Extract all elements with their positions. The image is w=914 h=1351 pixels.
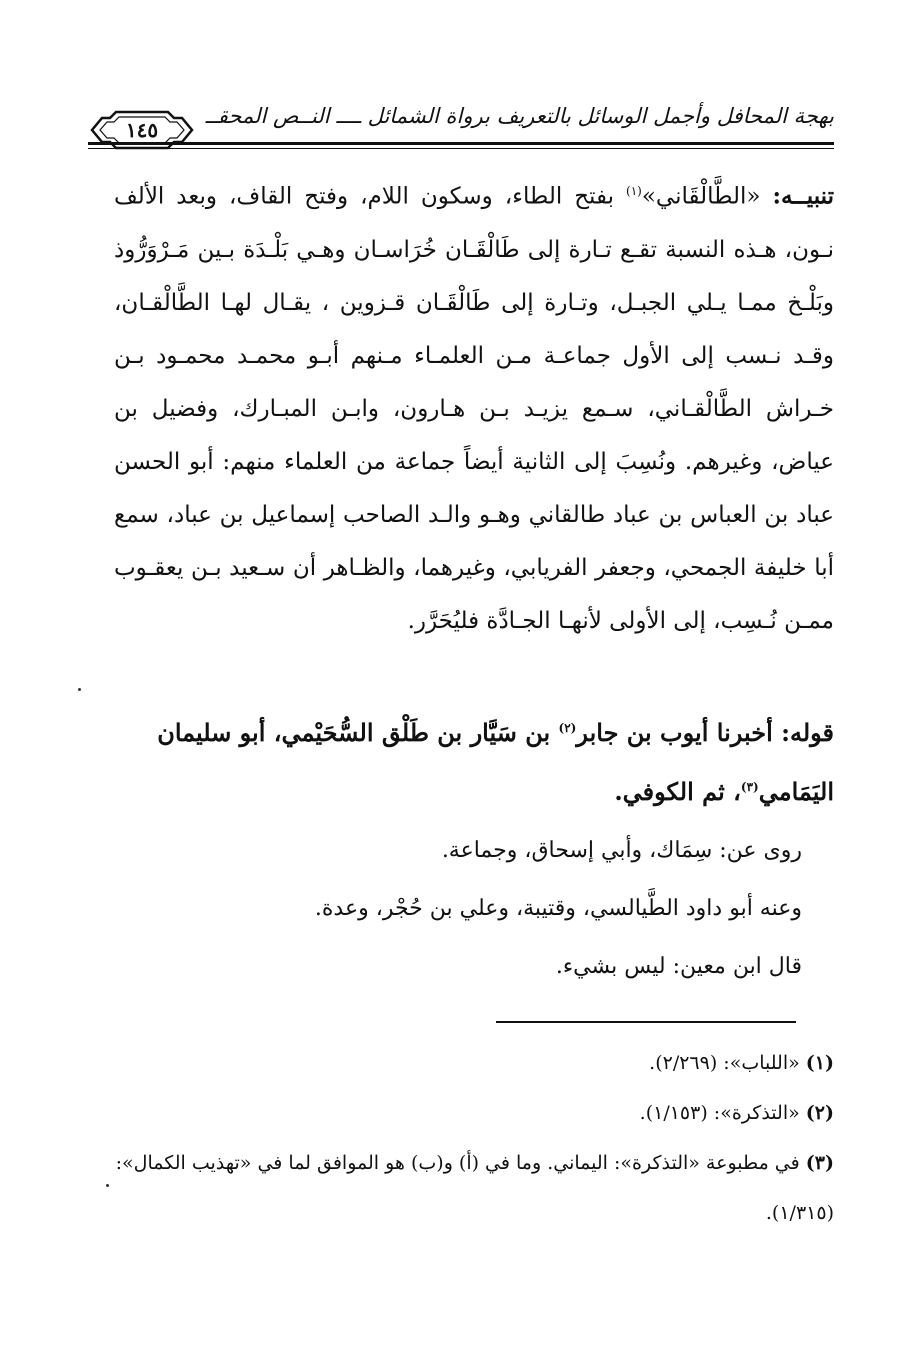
scan-speck (78, 688, 81, 691)
running-title: بهجة المحافل وأجمل الوسائل بالتعريف برواة الشمائل ــــ النــص المحقــ (205, 104, 834, 128)
footnote-ref-3: (٣) (740, 780, 759, 794)
heading-part-2: بن سَيَّار بن طَلْق السُّحَيْمي، أبو سليمان اليَمَامي (157, 718, 834, 806)
footnote-ref-2: (٢) (558, 721, 577, 735)
entry-ibn-main-verdict: قال ابن معين: ليس بشيء. (555, 954, 802, 979)
entry-narrated-from: روى عن: سِمَاك، وأبي إسحاق، وجماعة. (441, 838, 802, 863)
footnote-3 (94, 1138, 834, 1238)
tanbih-body: بفتح الطاء، وسكون اللام، وفتح القاف، وبعد الألف نـون، هـذه النسبة تقـع تـارة إلى طَالْقَـان خُرَاسـان وهـي بَلْـدَة بـين مَـرْوَرُّوذ وبَلْـخ ممـا يـلي الجبـل، وتـارة إلى طَالْقَـان قـزوين ، يقـال لهـا الطَّالْقـان، وقـد نـسب إلى الأول جماعـة مـن العلمـاء مـنهم أبـو محمـد محمـود بـن خـراش الطَّالْقـاني، سـمع يزيـد بـن هـارون، وابـن المبـارك، وفضيل بن عياض، وغيرهم. ونُسِبَ إلى الثانية أيضاً جماعة من العلماء منهم: أبو الحسن عباد بن العباس بن عباد طالقاني وهـو والـد الصاحب إسماعيل بن عباد، سمع أبا خليفة الجمحي، وجعفر الفريابي، وغيرهما، والظـاهر أن سـعيد بـن يعقـوب ممـن نُـسِب، إلى الأولى لأنهـا الجـادَّة فليُحَرَّر. (114, 183, 834, 634)
page-number: ١٤٥ (125, 118, 159, 142)
footnotes (94, 1038, 834, 1238)
narrator-entries (112, 822, 802, 996)
scan-speck (106, 1184, 109, 1187)
page-header (88, 104, 834, 148)
footnote-text: «التذكرة»: (١/١٥٣). (639, 1102, 800, 1124)
heading-part-1: قوله: أخبرنا أيوب بن جابر (576, 718, 834, 747)
tanbih-label: تنبيــه: (772, 182, 835, 210)
narrator-heading (114, 701, 834, 819)
footnote-text: «اللباب»: (٢/٢٦٩). (649, 1052, 800, 1074)
footnote-number: (٣) (805, 1152, 834, 1174)
footnote-1 (94, 1038, 834, 1088)
heading-part-3: ، ثم الكوفي. (614, 777, 741, 806)
footnote-ref-1: (١) (626, 184, 642, 198)
entry-narrated-by: وعنه أبو داود الطَّيالسي، وقتيبة، وعلي بن حُجْر، وعدة. (314, 896, 802, 921)
header-rule (88, 142, 834, 145)
footnote-2 (94, 1088, 834, 1138)
footnote-number: (٢) (805, 1102, 834, 1124)
footnote-number: (١) (805, 1052, 834, 1074)
tanbih-paragraph (114, 165, 834, 648)
tanbih-term: «الطَّالْقَاني» (641, 183, 761, 210)
footnote-text: في مطبوعة «التذكرة»: اليماني. وما في (أ) و(ب) هو الموافق لما في «تهذيب الكمال»: (١/٣١٥). (115, 1152, 834, 1224)
header-rule-thin (88, 148, 834, 149)
footnote-separator (496, 1021, 796, 1023)
